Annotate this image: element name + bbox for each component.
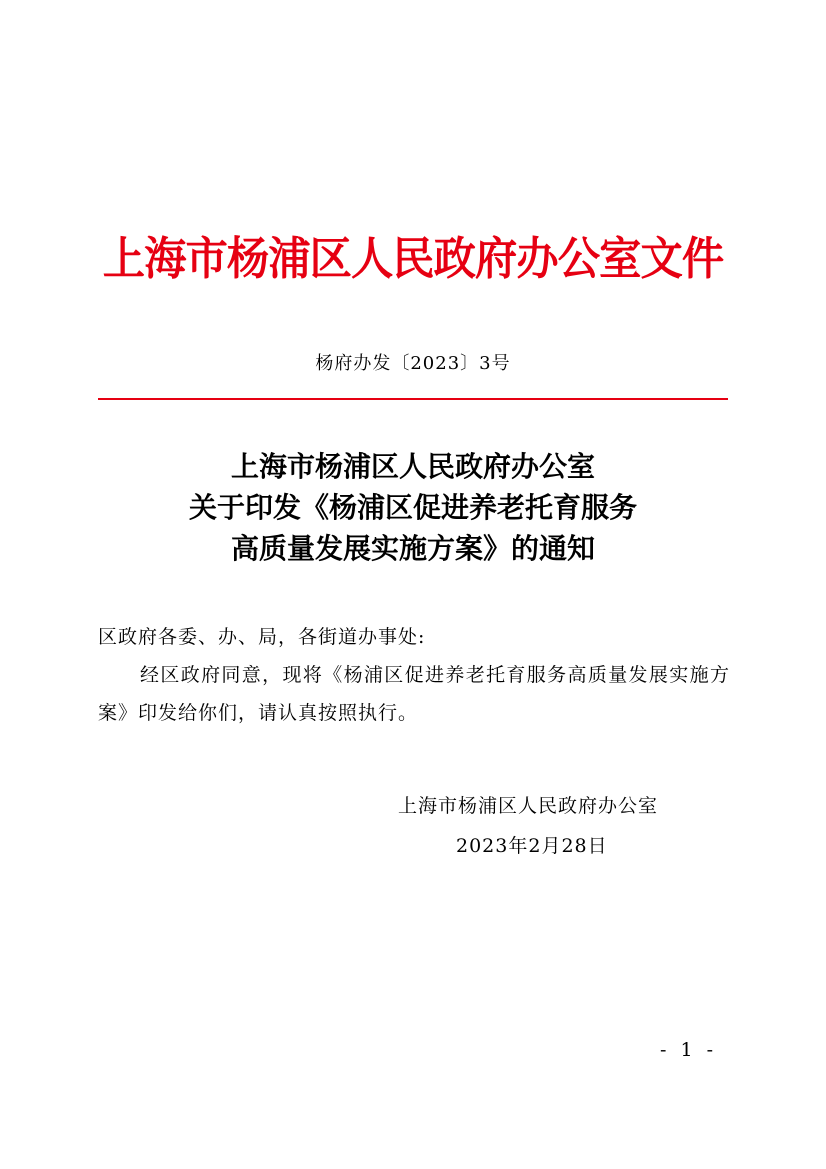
body-paragraph: 经区政府同意，现将《杨浦区促进养老托育服务高质量发展实施方案》印发给你们，请认真按照执行。	[98, 664, 730, 724]
issuer-name: 上海市杨浦区人民政府办公室	[398, 795, 659, 817]
title-line-3: 高质量发展实施方案》的通知	[230, 532, 595, 565]
issue-date: 2023年2月28日	[456, 835, 608, 857]
title-line-2: 关于印发《杨浦区促进养老托育服务	[188, 491, 637, 524]
red-divider-line	[98, 398, 728, 400]
page-number: - 1 -	[660, 1039, 718, 1061]
signoff-block	[398, 786, 698, 866]
title-line-1: 上海市杨浦区人民政府办公室	[230, 450, 595, 483]
document-body	[98, 618, 730, 732]
masthead-title: 上海市杨浦区人民政府办公室文件	[102, 232, 724, 285]
document-number: 杨府办发〔2023〕3号	[315, 353, 511, 374]
document-title	[0, 446, 826, 569]
salutation: 区政府各委、办、局，各街道办事处:	[98, 626, 426, 648]
